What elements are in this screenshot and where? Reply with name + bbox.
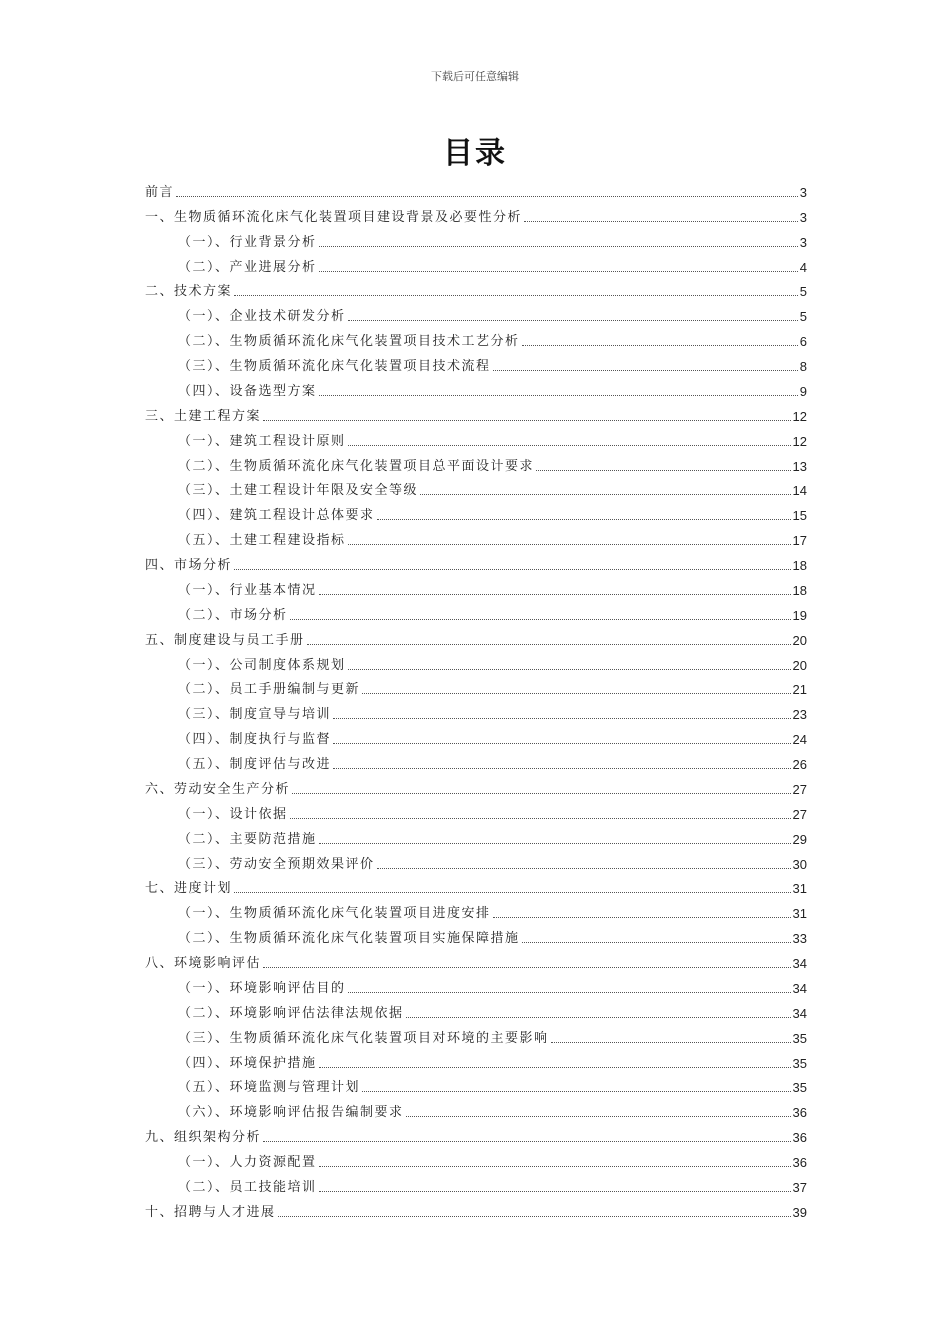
toc-entry-page-number: 33 [792,931,807,947]
toc-entry-label: 三、土建工程方案 [145,408,262,424]
toc-dot-leader [348,320,798,321]
toc-entry[interactable] [145,1047,807,1072]
toc-entry-label: 前言 [145,184,175,200]
toc-entry-label: 七、进度计划 [145,881,233,897]
toc-dot-leader [319,1166,791,1167]
toc-dot-leader [278,1216,791,1217]
toc-dot-leader [406,1116,791,1117]
toc-entry-label: 八、环境影响评估 [145,956,262,971]
toc-dot-leader [319,1067,791,1068]
toc-entry[interactable] [145,450,807,475]
toc-entry-page-number: 19 [792,607,807,623]
toc-dot-leader [263,1141,791,1142]
toc-dot-leader [234,295,798,296]
toc-entry-label: （一）、行业背景分析 [178,234,317,250]
toc-entry-page-number: 5 [799,284,807,300]
toc-entry-page-number: 18 [792,582,807,598]
toc-entry-label: （五）、土建工程建设指标 [178,533,346,549]
toc-entry[interactable] [145,1146,807,1171]
toc-dot-leader [420,494,791,495]
toc-dot-leader [524,221,798,222]
toc-entry-label: 十、招聘与人才进展 [145,1204,276,1220]
toc-entry-page-number: 20 [792,657,807,673]
toc-entry[interactable] [145,1121,807,1146]
toc-entry[interactable] [145,549,807,574]
toc-entry-page-number: 23 [792,707,807,723]
toc-entry[interactable] [145,1072,807,1097]
toc-dot-leader [290,818,791,819]
toc-entry-page-number: 34 [792,956,807,971]
toc-dot-leader [319,843,791,844]
toc-entry-page-number: 24 [792,732,807,748]
toc-dot-leader [551,1042,791,1043]
toc-entry[interactable] [145,997,807,1022]
toc-entry-page-number: 35 [792,1055,807,1071]
toc-entry[interactable] [145,226,807,251]
toc-entry[interactable] [145,947,807,972]
toc-entry[interactable] [145,1022,807,1047]
toc-entry-label: （二）、市场分析 [178,607,288,623]
toc-entry-label: （一）、环境影响评估目的 [178,980,346,996]
toc-dot-leader [319,594,791,595]
toc-entry[interactable] [145,823,807,848]
toc-dot-leader [348,445,791,446]
toc-dot-leader [292,793,791,794]
toc-dot-leader [333,768,791,769]
toc-entry[interactable] [145,897,807,922]
toc-entry[interactable] [145,599,807,624]
toc-dot-leader [348,669,791,670]
toc-dot-leader [333,718,791,719]
toc-entry-page-number: 5 [799,309,807,325]
toc-entry-page-number: 36 [792,1155,807,1170]
toc-entry[interactable] [145,251,807,276]
toc-dot-leader [263,420,791,421]
toc-entry-label: （三）、土建工程设计年限及安全等级 [178,483,419,499]
toc-entry[interactable] [145,524,807,549]
toc-entry-page-number: 20 [792,632,807,648]
toc-entry[interactable] [145,375,807,400]
toc-entry[interactable] [145,649,807,674]
toc-entry-label: （四）、环境保护措施 [178,1055,317,1071]
toc-entry-page-number: 14 [792,483,807,499]
toc-entry[interactable] [145,1196,807,1221]
toc-entry-page-number: 13 [792,458,807,474]
toc-entry[interactable] [145,475,807,500]
toc-dot-leader [522,345,798,346]
toc-entry-label: （二）、员工手册编制与更新 [178,682,361,698]
toc-entry-page-number: 30 [792,856,807,872]
toc-entry[interactable] [145,624,807,649]
toc-entry-page-number: 3 [799,209,807,225]
toc-entry-label: （一）、人力资源配置 [178,1155,317,1170]
toc-dot-leader [406,1017,791,1018]
toc-entry[interactable] [145,400,807,425]
toc-entry-page-number: 27 [792,781,807,797]
toc-entry[interactable] [145,176,807,201]
toc-dot-leader [176,196,798,197]
toc-entry-page-number: 27 [792,806,807,822]
toc-entry-page-number: 12 [792,408,807,424]
toc-entry-label: （二）、主要防范措施 [178,831,317,847]
toc-entry-label: （三）、生物质循环流化床气化装置项目技术流程 [178,359,491,374]
toc-entry-page-number: 34 [792,1005,807,1021]
toc-entry-label: 四、市场分析 [145,558,233,573]
toc-entry-page-number: 29 [792,831,807,847]
toc-entry-page-number: 31 [792,906,807,922]
table-of-contents [145,176,807,1221]
toc-entry[interactable] [145,1171,807,1196]
toc-entry-page-number: 35 [792,1080,807,1096]
toc-entry[interactable] [145,300,807,325]
toc-entry-page-number: 8 [799,359,807,374]
toc-entry[interactable] [145,276,807,301]
toc-entry-label: （三）、劳动安全预期效果评价 [178,856,375,872]
toc-entry-page-number: 9 [799,383,807,399]
toc-entry-page-number: 26 [792,757,807,772]
toc-entry-label: 六、劳动安全生产分析 [145,781,291,797]
toc-entry-page-number: 34 [792,980,807,996]
toc-entry-page-number: 3 [799,184,807,200]
toc-entry-page-number: 36 [792,1105,807,1121]
toc-entry[interactable] [145,848,807,873]
toc-dot-leader [493,917,791,918]
toc-entry[interactable] [145,773,807,798]
toc-entry-label: （一）、行业基本情况 [178,582,317,598]
toc-entry-page-number: 31 [792,881,807,897]
toc-entry-page-number: 12 [792,433,807,449]
toc-entry-label: （四）、制度执行与监督 [178,732,332,748]
toc-entry[interactable] [145,350,807,375]
toc-entry[interactable] [145,698,807,723]
toc-entry[interactable] [145,499,807,524]
toc-entry-page-number: 37 [792,1179,807,1195]
toc-dot-leader [522,942,791,943]
toc-entry-label: （一）、生物质循环流化床气化装置项目进度安排 [178,906,491,922]
toc-entry-label: （二）、生物质循环流化床气化装置项目技术工艺分析 [178,334,520,350]
toc-dot-leader [263,967,791,968]
toc-entry-label: （二）、生物质循环流化床气化装置项目总平面设计要求 [178,458,535,474]
toc-entry[interactable] [145,325,807,350]
toc-entry[interactable] [145,748,807,773]
toc-dot-leader [362,1091,791,1092]
toc-dot-leader [319,246,798,247]
toc-entry-page-number: 4 [799,259,807,275]
toc-entry-page-number: 17 [792,533,807,549]
toc-entry-page-number: 21 [792,682,807,698]
toc-dot-leader [377,519,791,520]
toc-entry-label: 九、组织架构分析 [145,1130,262,1146]
toc-entry-label: （二）、产业进展分析 [178,259,317,275]
toc-dot-leader [348,992,791,993]
toc-dot-leader [307,644,791,645]
toc-entry-label: 一、生物质循环流化床气化装置项目建设背景及必要性分析 [145,209,523,225]
toc-entry[interactable] [145,1096,807,1121]
toc-entry-label: （一）、建筑工程设计原则 [178,433,346,449]
toc-entry[interactable] [145,972,807,997]
toc-entry-page-number: 18 [792,558,807,573]
toc-entry-label: （六）、环境影响评估报告编制要求 [178,1105,404,1121]
page-title: 目录 [443,136,507,171]
toc-dot-leader [319,1191,791,1192]
toc-entry[interactable] [145,922,807,947]
toc-entry-label: （二）、员工技能培训 [178,1179,317,1195]
toc-entry-label: （五）、制度评估与改进 [178,757,332,772]
toc-entry-label: （一）、设计依据 [178,806,288,822]
toc-entry[interactable] [145,674,807,699]
toc-entry-label: （二）、生物质循环流化床气化装置项目实施保障措施 [178,931,520,947]
toc-entry-page-number: 3 [799,234,807,250]
toc-entry[interactable] [145,798,807,823]
toc-entry-label: 二、技术方案 [145,284,233,300]
toc-entry-page-number: 39 [792,1204,807,1220]
toc-entry-page-number: 15 [792,508,807,524]
toc-entry-page-number: 6 [799,334,807,350]
toc-entry-label: （四）、建筑工程设计总体要求 [178,508,375,524]
toc-dot-leader [333,743,791,744]
toc-dot-leader [348,544,791,545]
toc-dot-leader [234,569,791,570]
toc-entry-label: （一）、企业技术研发分析 [178,309,346,325]
toc-entry-label: 五、制度建设与员工手册 [145,632,305,648]
toc-entry-page-number: 35 [792,1030,807,1046]
toc-dot-leader [362,693,791,694]
toc-entry-page-number: 36 [792,1130,807,1146]
toc-dot-leader [493,370,798,371]
page-header: 下载后可任意编辑 [431,70,519,83]
toc-entry-label: （三）、生物质循环流化床气化装置项目对环境的主要影响 [178,1030,549,1046]
toc-entry[interactable] [145,723,807,748]
toc-entry-label: （二）、环境影响评估法律法规依据 [178,1005,404,1021]
toc-entry-label: （四）、设备选型方案 [178,383,317,399]
toc-entry[interactable] [145,425,807,450]
toc-entry-label: （三）、制度宣导与培训 [178,707,332,723]
toc-dot-leader [536,470,791,471]
toc-dot-leader [319,395,798,396]
toc-entry[interactable] [145,201,807,226]
toc-entry[interactable] [145,574,807,599]
toc-dot-leader [290,619,791,620]
toc-dot-leader [377,868,791,869]
toc-entry-label: （一）、公司制度体系规划 [178,657,346,673]
toc-dot-leader [319,271,798,272]
toc-dot-leader [234,892,791,893]
toc-entry[interactable] [145,873,807,898]
toc-entry-label: （五）、环境监测与管理计划 [178,1080,361,1096]
